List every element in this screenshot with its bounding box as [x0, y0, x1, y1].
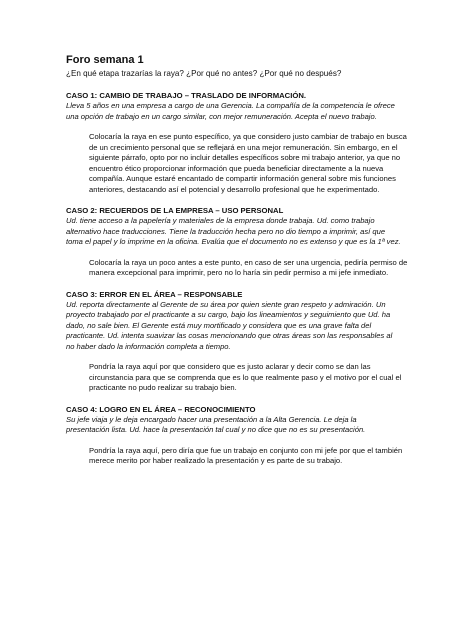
forum-question: ¿En qué etapa trazarías la raya? ¿Por qué no antes? ¿Por qué no después? [66, 69, 342, 78]
case-answer: Pondría la raya aquí, pero diría que fue un trabajo en conjunto con mi jefe por que el también merece merito por haber realizado la presentación y es parte de su trabajo. [89, 445, 403, 465]
page-title: Foro semana 1 [66, 54, 144, 66]
document-body [66, 54, 406, 467]
case-heading: CASO 3: ERROR EN EL ÁREA – RESPONSABLE [66, 289, 243, 299]
case-heading: CASO 2: RECUERDOS DE LA EMPRESA – USO PERSONAL [66, 206, 284, 215]
case-heading: CASO 1: CAMBIO DE TRABAJO – TRASLADO DE INFORMACIÓN. [66, 91, 307, 100]
case-prompt: Su jefe viaja y le deja encargado hacer una presentación a la Alta Gerencia. Le deja la presentación lista. Ud. hace la presentación tal cual y no dice que no es su presentación. [66, 414, 366, 434]
case-section-3 [66, 290, 406, 394]
case-section-4 [66, 405, 406, 467]
case-answer: Pondría la raya aquí por que considero que es justo aclarar y decir como se dan las circunstancia para que se comprenda que es lo que realmente paso y el motivo por el cual el practicante no pudo realizar su trabajo bien. [89, 362, 402, 392]
case-prompt: Lleva 5 años en una empresa a cargo de una Gerencia. La compañía de la competencia le ofrece una opción de trabajo en un cargo similar, con mejor remuneración. Acepta el nuevo trabajo. [66, 101, 395, 121]
case-section-1 [66, 91, 406, 195]
case-heading: CASO 4: LOGRO EN EL ÁREA – RECONOCIMIENTO [66, 404, 256, 414]
case-answer: Colocaría la raya en ese punto específico, ya que considero justo cambiar de trabajo en busca de un crecimiento personal que se reflejará en una mejor remuneración. Sin embargo, en el siguiente párrafo, opto por no incluir detalles específicos sobre mi trabajo anterior, ya que no encuentro ético proporcionar información que pueda beneficiar directamente a la nueva compañía. Aunque estaré encantado de compartir información general sobre mis funciones anteriores, destacando así el potencial y desarrollo profesional que he experimentado. [89, 132, 407, 194]
case-prompt: Ud. reporta directamente al Gerente de su área por quien siente gran respeto y admiración. Un proyecto trabajado por el practicante a su cargo, bajo los lineamientos y seguimiento que Ud. ha dado, no sale bien. El Gerente está muy mortificado y considera que es una grave falta del practicante. Ud. intenta suavizar las cosas mencionando que otras áreas son las responsables al no haber dado la información completa a tiempo. [66, 299, 393, 351]
case-section-2 [66, 206, 406, 279]
case-answer: Colocaría la raya un poco antes a este punto, en caso de ser una urgencia, pediría permiso de manera excepcional para imprimir, pero no lo haría sin pedir permiso a mi jefe inmediato. [89, 257, 408, 277]
case-prompt: Ud. tiene acceso a la papelería y materiales de la empresa donde trabaja. Ud. como trabajo alternativo hace traducciones. Tiene la traducción hecha pero no dio tiempo a imprimir, así que toma el papel y lo imprime en la oficina. Evalúa que el documento no es extenso y que es la 1ª vez. [66, 216, 401, 246]
